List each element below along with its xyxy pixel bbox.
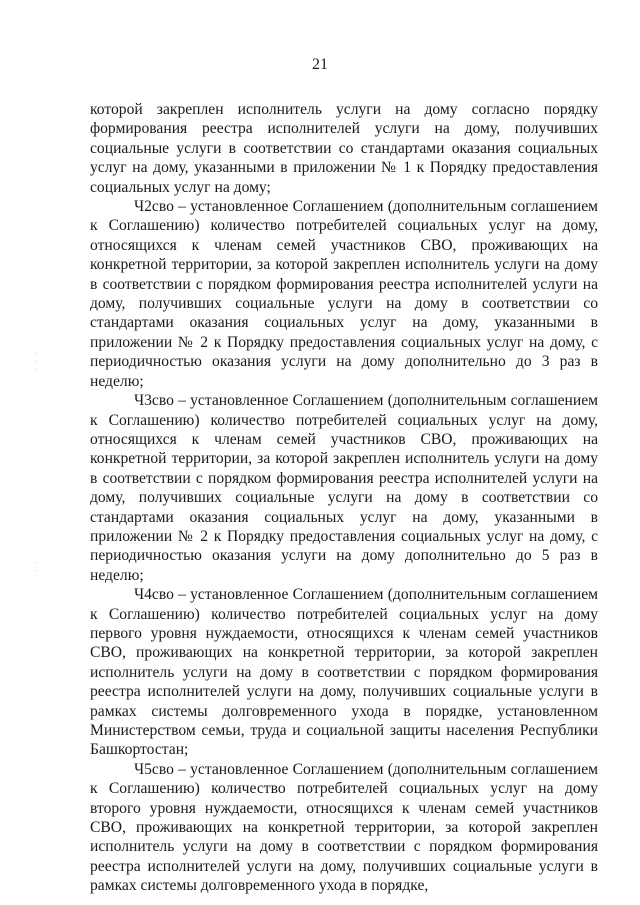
paragraph-continuation: которой закреплен исполнитель услуги на дому согласно порядку формирования реестра исполнителей услуги на дому, получивших социальные услуги в соответствии со стандартами оказания социальных услуг на дому, указанными в приложении № 1 к Порядку предоставления социальных услуг на дому; xyxy=(90,101,598,196)
document-body xyxy=(90,100,598,896)
paragraph-ch4svo: Ч4сво – установленное Соглашением (дополнительным соглашением к Соглашению) количество потребителей социальных услуг на дому первого уровня нуждаемости, относящихся к членам семей участников СВО, проживающих на конкретной территории, за которой закреплен исполнитель услуги на дому в соответствии с порядком формирования реестра исполнителей услуги на дому, получивших социальные услуги в рамках системы долговременного ухода в порядке, установленном Министерством семьи, труда и социальной защиты населения Республики Башкортостан; xyxy=(90,586,598,759)
paragraph-ch3svo: Ч3сво – установленное Соглашением (дополнительным соглашением к Соглашению) количество потребителей социальных услуг на дому, относящихся к членам семей участников СВО, проживающих на конкретной территории, за которой закреплен исполнитель услуги на дому в соответствии с порядком формирования реестра исполнителей услуги на дому, получивших социальные услуги на дому в соответствии со стандартами оказания социальных услуг на дому, указанными в приложении № 2 к Порядку предоставления социальных услуг на дому, с периодичностью оказания услуги на дому дополнительно до 5 раз в неделю; xyxy=(90,392,598,584)
scan-margin-marks-lower: · · xyxy=(34,559,37,576)
paragraph-ch5svo: Ч5сво – установленное Соглашением (дополнительным соглашением к Соглашению) количество потребителей социальных услуг на дому второго уровня нуждаемости, относящихся к членам семей участников СВО, проживающих на конкретной территории, за которой закреплен исполнитель услуги на дому в соответствии с порядком формирования реестра исполнителей услуги на дому, получивших социальные услуги в рамках системы долговременного ухода в порядке, xyxy=(90,760,598,895)
page-number: 21 xyxy=(312,56,328,73)
paragraph-ch2svo: Ч2сво – установленное Соглашением (дополнительным соглашением к Соглашению) количество потребителей социальных услуг на дому, относящихся к членам семей участников СВО, проживающих на конкретной территории, за которой закреплен исполнитель услуги на дому в соответствии с порядком формирования реестра исполнителей услуги на дому, получивших социальные услуги на дому в соответствии со стандартами оказания социальных услуг на дому, указанными в приложении № 2 к Порядку предоставления социальных услуг на дому, с периодичностью оказания услуги на дому дополнительно до 3 раз в неделю; xyxy=(90,198,598,390)
scan-margin-marks: · · · xyxy=(34,349,37,374)
